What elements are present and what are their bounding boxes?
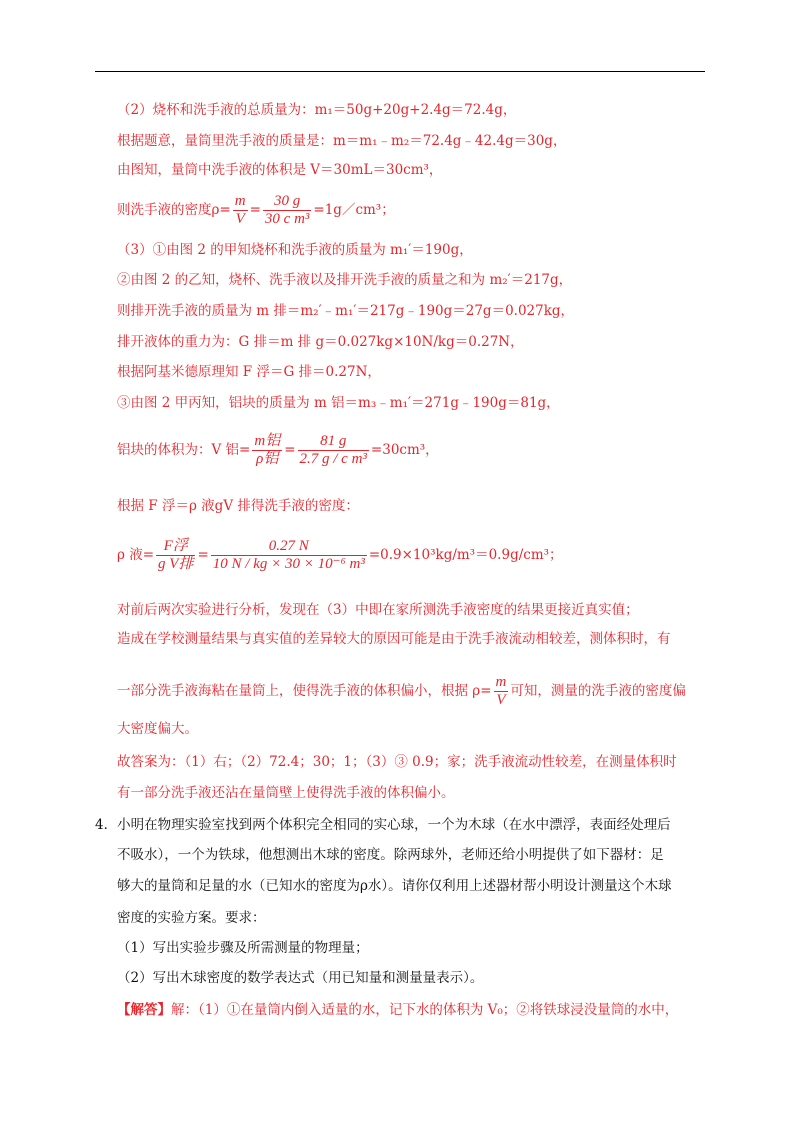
question-4-line-5: （1）写出实验步骤及所需测量的物理量； xyxy=(117,940,369,956)
analysis-line-3 xyxy=(117,674,686,709)
analysis-line-1: 对前后两次实验进行分析，发现在（3）中即在家所测洗手液密度的结果更接近真实值； xyxy=(117,602,639,618)
fraction-denominator: 30 c m³ xyxy=(264,211,310,227)
fraction-denominator: 2.7 g / c m³ xyxy=(299,451,367,467)
formula-prefix: ρ 液= xyxy=(117,547,155,563)
question-text: 小明在物理实验室找到两个体积完全相同的实心球，一个为木球（在水中漂浮，表面经处理后 xyxy=(117,817,671,833)
answer-line-2: 有一部分洗手液还沾在量筒壁上使得洗手液的体积偏小。 xyxy=(117,785,455,801)
fraction-denominator: ρ铝 xyxy=(256,451,279,467)
fraction-m-over-v xyxy=(233,193,248,228)
fraction-denominator: g V排 xyxy=(158,556,194,572)
sec3-line-4: 排开液体的重力为：G 排＝m 排 g＝0.027kg×10N/kg＝0.27N， xyxy=(117,334,524,350)
fraction-f-over-gv xyxy=(156,538,195,573)
solution-text: 解：（1）①在量筒内倒入适量的水，记下水的体积为 V₀；②将铁球浸没量筒的水中， xyxy=(171,1002,679,1018)
sec3-line-1: （3）①由图 2 的甲知烧杯和洗手液的质量为 m₁′＝190g， xyxy=(117,242,473,258)
sec3-line-8: 根据 F 浮＝ρ 液gV 排得洗手液的密度： xyxy=(117,498,359,514)
fraction-values xyxy=(211,538,367,573)
formula-result: =1g／cm³； xyxy=(313,202,395,218)
sec3-line-3: 则排开洗手液的质量为 m 排＝m₂′﹣m₁′＝217g﹣190g＝27g＝0.027kg， xyxy=(117,303,575,319)
sec3-line-2: ②由图 2 的乙知，烧杯、洗手液以及排开洗手液的质量之和为 m₂′＝217g， xyxy=(117,272,573,288)
analysis-line-2: 造成在学校测量结果与真实值的差异较大的原因可能是由于洗手液流动相较差，测体积时，有 xyxy=(117,631,671,647)
fraction-values xyxy=(298,433,369,468)
fraction-values xyxy=(263,193,312,228)
sec2-density-formula: 则洗手液的密度ρ= $\frac{m}{V}$ = $\frac{30 g}{\text{30 c m³}}$ =1g／cm³； xyxy=(117,193,395,227)
sec2-line-1: （2）烧杯和洗手液的总质量为：m₁＝50g+20g+2.4g＝72.4g， xyxy=(117,102,517,118)
formula-result: =0.9×10³kg/m³＝0.9g/cm³； xyxy=(368,547,563,563)
fraction-numerator: 0.27 N xyxy=(211,538,367,556)
fraction-denominator: 10 N / kg × 30 × 10⁻⁶ m³ xyxy=(212,556,365,572)
question-4-line-3: 够大的量筒和足量的水（已知水的密度为ρ水）。请你仅利用上述器材帮小明设计测量这个木球 xyxy=(117,878,672,894)
question-4-line-2: 不吸水），一个为铁球，他想测出木球的密度。除两球外，老师还给小明提供了如下器材：足 xyxy=(117,847,664,863)
analysis-line-4: 大密度偏大。 xyxy=(117,721,198,737)
fraction-denominator: V xyxy=(235,211,245,227)
fraction-numerator: m铝 xyxy=(254,433,281,449)
header-rule xyxy=(95,71,705,72)
formula-result: =30cm³， xyxy=(370,442,439,458)
sec3-volume-formula: 铝块的体积为：V 铝= $\frac{\text{m铝}}{\text{ρ铝}}$ = $\frac{81 g}{\text{2.7 g / c m³}}$ =30cm³， xyxy=(117,433,439,467)
question-number: 4． xyxy=(95,817,118,833)
fraction-denominator: V xyxy=(496,692,506,708)
fraction-numerator: 30 g xyxy=(263,193,312,211)
answer-line-1: 故答案为：（1）右；（2）72.4；30；1；（3）③ 0.9；家；洗手液流动性较差，在测量体积时 xyxy=(117,754,677,770)
question-4-line-4: 密度的实验方案。要求： xyxy=(117,910,266,926)
sec2-line-2: 根据题意，量筒里洗手液的质量是：m＝m₁﹣m₂＝72.4g﹣42.4g＝30g， xyxy=(117,133,567,149)
fraction-m-over-rho xyxy=(252,433,282,468)
sec3-line-6: ③由图 2 甲丙知，铝块的质量为 m 铝＝m₃﹣m₁′＝271g﹣190g＝81g， xyxy=(117,395,560,411)
fraction-m-over-v xyxy=(494,674,509,709)
sec3-line-5: 根据阿基米德原理知 F 浮＝G 排＝0.27N， xyxy=(117,364,381,380)
question-4 xyxy=(95,815,671,835)
fraction-numerator: 81 g xyxy=(298,433,369,451)
solution-tag: 【解答】 xyxy=(117,1002,171,1018)
sec3-liquid-density-formula: ρ 液= $\frac{\text{F浮}}{\text{g V排}}$ = $\frac{0.27 N}{\text{10 N / kg × 30 × 10⁻⁶ m³}}$ =0.9×10³kg/m³＝0.9g/cm³； xyxy=(117,538,563,572)
solution-line xyxy=(117,1000,678,1020)
analysis-text-post: 可知，测量的洗手液的密度偏 xyxy=(510,683,686,699)
analysis-text-pre: 一部分洗手液海粘在量筒上，使得洗手液的体积偏小，根据 ρ= xyxy=(117,683,492,699)
fraction-numerator: m xyxy=(495,674,507,690)
fraction-numerator: m xyxy=(234,193,246,209)
fraction-numerator: F浮 xyxy=(156,538,195,556)
question-4-line-6: （2）写出木球密度的数学表达式（用已知量和测量量表示）。 xyxy=(117,970,484,986)
formula-prefix: 则洗手液的密度ρ= xyxy=(117,202,231,218)
sec2-line-3: 由图知，量筒中洗手液的体积是 V＝30mL＝30cm³， xyxy=(117,162,443,178)
formula-prefix: 铝块的体积为：V 铝= xyxy=(117,442,251,458)
